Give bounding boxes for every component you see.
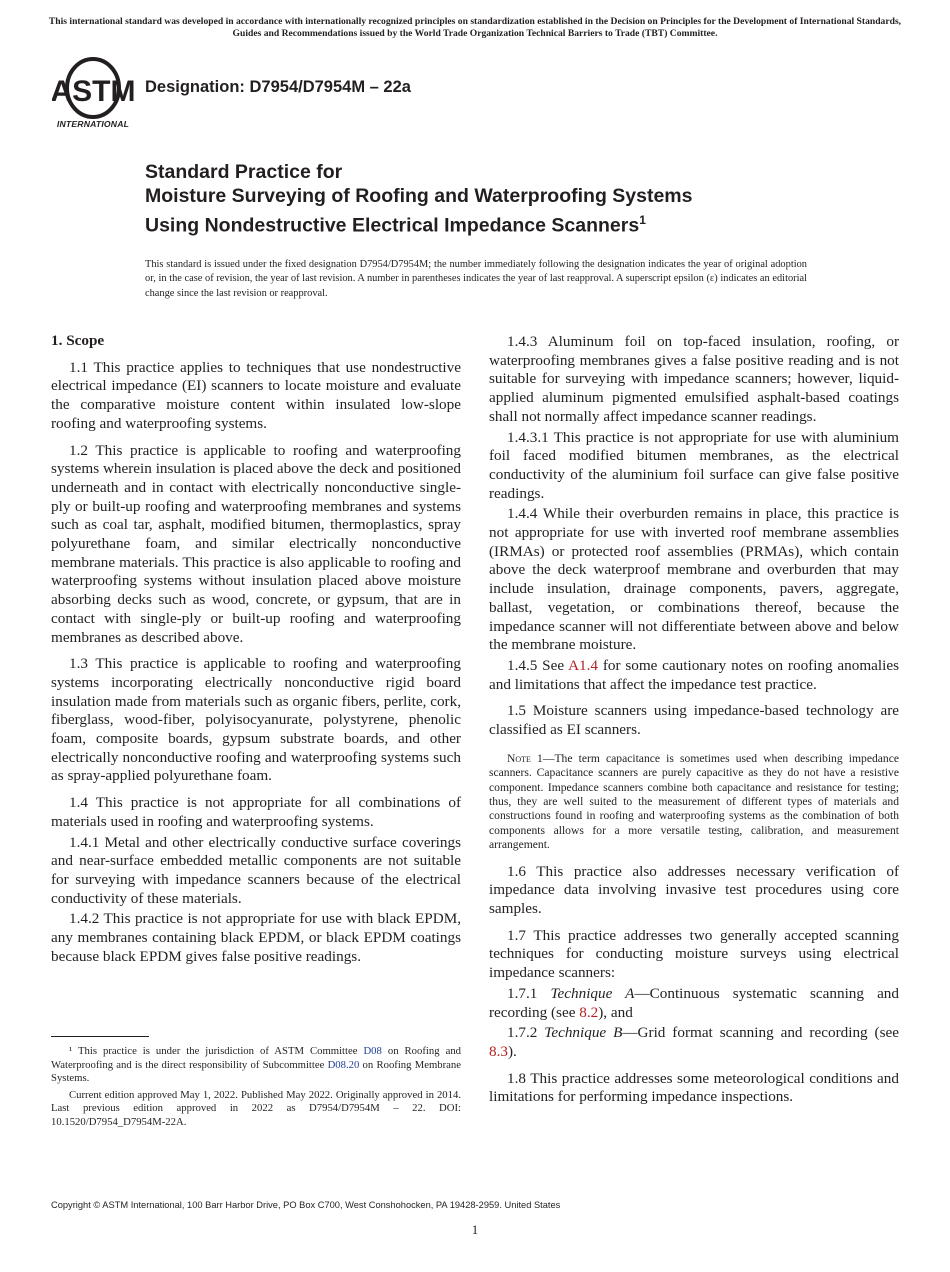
footnote-1	[51, 1045, 461, 1086]
note-1-text: —The term capacitance is sometimes used when describing impedance scanners. Capacitance scanners are purely capacitive as they do not have a resistive component. Impedance scanners combine both capacitance and resistance for testing; thus, they are well suited to the measurement of different types of materials and constructions found in roofing and waterproofing systems as the combination of both components allows for a more versatile testing, calibration, and measurement arrangement.	[489, 751, 899, 852]
link-8-3[interactable]: 8.3	[489, 1042, 508, 1060]
paragraph-1-2: 1.2 This practice is applicable to roofing and waterproofing systems wherein insulation is placed above the deck and positioned underneath and in contact with electrically nonconductive single-ply or built-up roofing and waterproofing membranes and systems such as coal tar, asphalt, modified bitumen, thermoplastics, spray polyurethane foam, and similar electrically nonconductive membrane materials. This practice is also applicable to roofing and waterproofing systems without insulation placed above moisture absorbing decks such as wood, concrete, or gypsum, that are in contact with single-ply or built-up roofing and waterproofing membranes as described above.	[51, 441, 461, 646]
paragraph-1-8: 1.8 This practice addresses some meteorological conditions and limitations for performing impedance inspections.	[489, 1069, 899, 1106]
paragraph-1-4-2: 1.4.2 This practice is not appropriate for use with black EPDM, any membranes containing black EPDM, or black EPDM coatings because black EPDM gives false positive readings.	[51, 910, 461, 965]
astm-logo	[52, 56, 134, 132]
technique-b-term: Technique B	[544, 1024, 623, 1042]
logo-international: INTERNATIONAL	[56, 119, 130, 129]
paragraph-1-4-5-text-a: 1.4.5 See	[507, 656, 569, 674]
logo-letters: ASTM	[52, 75, 134, 108]
paragraph-1-4-5-text-b: for some cautionary notes on roofing anomalies and limitations that affect the impedance test practice.	[489, 656, 899, 693]
note-1	[489, 752, 899, 853]
paragraph-1-4-5	[489, 657, 899, 694]
link-d08-20[interactable]: D08.20	[327, 1058, 360, 1071]
section-heading-scope: 1. Scope	[51, 332, 105, 349]
link-8-2[interactable]: 8.2	[579, 1003, 599, 1021]
paragraph-1-7-1-num: 1.7.1	[507, 984, 551, 1002]
link-d08[interactable]: D08	[363, 1045, 382, 1057]
paragraph-1-3: 1.3 This practice is applicable to roofing and waterproofing systems incorporating electrically nonconductive rigid board insulation made from materials such as organic fibers, perlite, cork, fiberglass, wood-fiber, polyisocyanurate, polystyrene, phenolic foam, composite boards, gypsum substrate boards, and other electrically nonconductive roofing and waterproofing systems such as spray-applied polyurethane foam.	[51, 655, 461, 785]
paragraph-1-4-4: 1.4.4 While their overburden remains in place, this practice is not appropriate for use with inverted roof membrane assemblies (IRMAs) or protected roof assemblies (PRMAs), which contain above the deck waterproof membrane and overburden that may include insulation, drainage components, pavers, aggregate, ballast, vegetation, or combinations thereof, because the impedance scanner will not differentiate between above and below the membrane moisture.	[489, 505, 899, 654]
paragraph-1-4-3: 1.4.3 Aluminum foil on top-faced insulation, roofing, or waterproofing membranes gives a false positive reading and is not suitable for surveying with impedance scanners; however, liquid-applied aluminum pigmented emulsified asphalt-based coatings shall not normally affect impedance scanner readings.	[489, 333, 899, 425]
footnote-1-text-a: ¹ This practice is under the jurisdiction of ASTM Committee	[69, 1045, 364, 1057]
paragraph-1-7: 1.7 This practice addresses two generally accepted scanning techniques for conducting moisture surveys using electrical impedance scanners:	[489, 926, 899, 982]
note-1-label: Note 1	[507, 751, 543, 765]
paragraph-1-7-2-text-b: ).	[507, 1042, 517, 1060]
paragraph-1-6: 1.6 This practice also addresses necessary verification of impedance data involving invasive test procedures using core samples.	[489, 862, 899, 918]
paragraph-1-7-1-text-a: —Continuous systematic scanning and recording (see	[489, 984, 899, 1021]
paragraph-1-7-2-num: 1.7.2	[507, 1024, 545, 1042]
astm-logo-icon	[52, 56, 134, 120]
title-line-1: Standard Practice for	[145, 161, 343, 183]
paragraph-1-7-2-text-a: —Grid format scanning and recording (see	[622, 1024, 899, 1042]
paragraph-1-5: 1.5 Moisture scanners using impedance-based technology are classified as EI scanners.	[489, 702, 899, 739]
title-line-2: Moisture Surveying of Roofing and Waterproofing Systems	[145, 185, 693, 207]
page-number: 1	[471, 1222, 479, 1237]
footnote-1-text-b: on Roofing and Waterproofing and is the direct responsibility of Subcommittee	[51, 1045, 462, 1071]
title-line-3	[145, 208, 845, 238]
standards-notice: This international standard was developed in accordance with internationally recognized principles on standardization established in the Decision on Principles for the Development of International Standards, Guides and Recommendations issued by the World Trade Organization Technical Barriers to Trade (TBT) Committee.	[48, 16, 902, 39]
designation: Designation: D7954/D7954M – 22a	[145, 78, 411, 96]
footnote-rule	[51, 1036, 149, 1037]
paragraph-1-7-1-text-b: ), and	[598, 1003, 633, 1021]
footnote-1-text-c: on Roofing Membrane Systems.	[51, 1058, 462, 1085]
paragraph-1-1: 1.1 This practice applies to techniques that use nondestructive electrical impedance (EI) scanners to locate moisture and evaluate the comparative moisture content within insulated low-slope roofing and waterproofing systems.	[51, 358, 461, 432]
paragraph-1-4: 1.4 This practice is not appropriate for all combinations of materials used in roofing and waterproofing systems.	[51, 794, 461, 830]
edition-note: Current edition approved May 1, 2022. Published May 2022. Originally approved in 2014. Last previous edition approved in 2022 as D7954/D7954M – 22. DOI: 10.1520/D7954_D7954M-22A.	[51, 1088, 461, 1128]
left-column	[51, 332, 461, 975]
document-title	[145, 160, 845, 238]
paragraph-1-4-3-1: 1.4.3.1 This practice is not appropriate for use with aluminium foil faced modified bitumen membranes, as the electrical conductivity of the aluminium foil surface can give false positive readings.	[489, 428, 899, 502]
technique-a-term: Technique A	[550, 984, 635, 1002]
link-a1-4[interactable]: A1.4	[568, 656, 599, 674]
footnotes	[51, 1045, 461, 1133]
title-line-3-text: Using Nondestructive Electrical Impedance Scanners	[145, 214, 640, 237]
paragraph-1-7-1	[489, 985, 899, 1022]
issued-note: This standard is issued under the fixed designation D7954/D7954M; the number immediately following the designation indicates the year of original adoption or, in the case of revision, the year of last revision. A number in parentheses indicates the year of last reapproval. A superscript epsilon (ε) indicates an editorial change since the last revision or reapproval.	[145, 259, 807, 299]
paragraph-1-4-1: 1.4.1 Metal and other electrically conductive surface coverings and near-surface embedded metallic components are not suitable for surveying with impedance scanners because of the electrical conductivity of these materials.	[51, 833, 461, 907]
copyright-line: Copyright © ASTM International, 100 Barr Harbor Drive, PO Box C700, West Conshohocken, PA 19428-2959. United States	[51, 1200, 561, 1210]
right-column	[489, 333, 899, 1115]
paragraph-1-7-2	[489, 1024, 899, 1061]
title-footnote-mark: 1	[639, 213, 646, 227]
